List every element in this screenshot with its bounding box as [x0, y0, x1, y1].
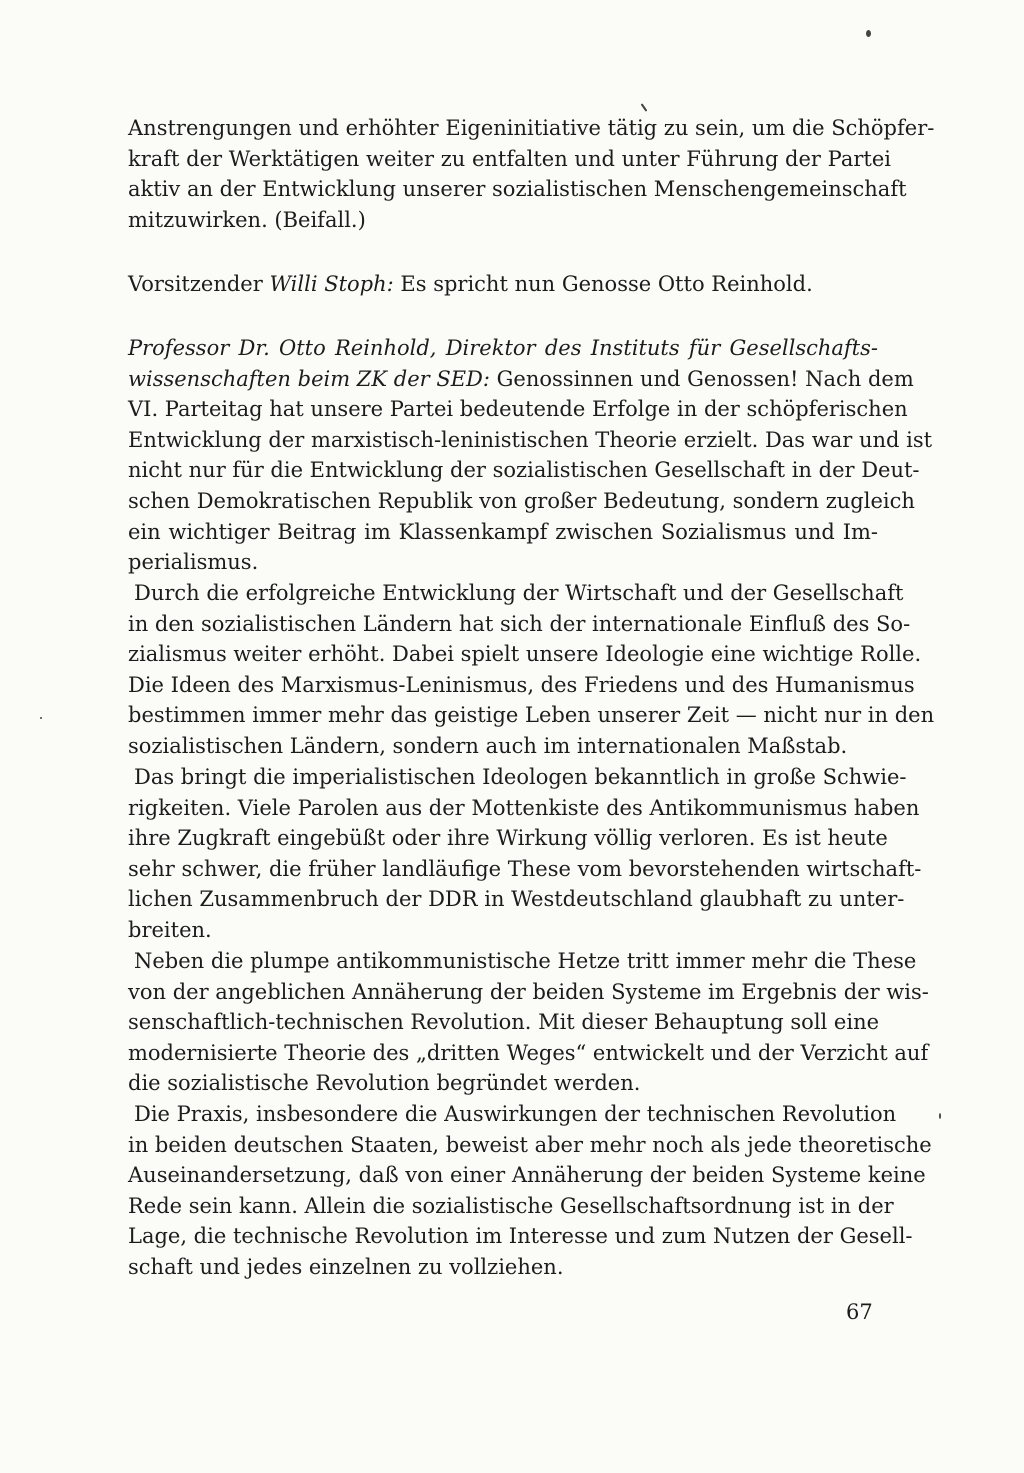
text-line: Neben die plumpe antikommunistische Hetze tritt immer mehr die These [134, 949, 917, 973]
text-line: Durch die erfolgreiche Entwicklung der Wirtschaft und der Gesellschaft [134, 581, 904, 605]
text-line: mitzuwirken. (Beifall.) [128, 207, 366, 232]
text-line [128, 333, 878, 364]
scan-speck [641, 103, 648, 112]
text-line: sozialistischen Ländern, sondern auch im internationalen Maßstab. [128, 733, 848, 758]
text-line: ihre Zugkraft eingebüßt oder ihre Wirkung völlig verloren. Es ist heute [128, 826, 888, 851]
speech-text: Genossinnen und Genossen! Nach dem [489, 366, 914, 391]
text-line: nicht nur für die Entwicklung der sozialistischen Gesellschaft in der Deut- [128, 458, 920, 483]
text-line: modernisierte Theorie des „dritten Weges“ entwickelt und der Verzicht auf [128, 1040, 929, 1065]
paragraph-3 [128, 333, 933, 578]
text-line: breiten. [128, 917, 212, 942]
text-line: kraft der Werktätigen weiter zu entfalten und unter Führung der Partei [128, 146, 891, 171]
text-line: bestimmen immer mehr das geistige Leben unserer Zeit — nicht nur in den [128, 703, 935, 728]
text-line: sehr schwer, die früher landläufige These vom bevorstehenden wirtschaft- [128, 856, 922, 881]
text-line: Die Praxis, insbesondere die Auswirkungen der technischen Revolution [134, 1102, 897, 1126]
text-line: von der angeblichen Annäherung der beiden Systeme im Ergebnis der wis- [128, 979, 929, 1004]
chair-prefix: Vorsitzender [128, 272, 270, 296]
paragraph-1 [128, 113, 935, 235]
paragraph-7 [128, 1099, 932, 1283]
text-line: Lage, die technische Revolution im Interesse und zum Nutzen der Gesell- [128, 1224, 913, 1249]
text-line: schaft und jedes einzelnen zu vollziehen. [128, 1254, 564, 1279]
text-line: Die Ideen des Marxismus-Leninismus, des Friedens und des Humanismus [128, 672, 915, 697]
text-line: Anstrengungen und erhöhter Eigeninitiative tätig zu sein, um die Schöpfer- [128, 116, 935, 140]
speaker-title: wissenschaften beim ZK der SED: [128, 366, 490, 391]
paragraph-4 [128, 578, 935, 762]
text-line: rigkeiten. Viele Parolen aus der Mottenkiste des Antikommunismus haben [128, 795, 920, 820]
text-line: Rede sein kann. Allein die sozialistische Gesellschaftsordnung ist in der [128, 1193, 894, 1218]
speaker-title: Professor Dr. Otto Reinhold, Direktor des Instituts für Gesellschafts- [128, 336, 878, 360]
text-line: lichen Zusammenbruch der DDR in Westdeutschland glaubhaft zu unter- [128, 887, 905, 912]
scan-speck [939, 1113, 941, 1119]
text-line: in beiden deutschen Staaten, beweist aber mehr noch als jede theoretische [128, 1132, 932, 1157]
paragraph-2 [128, 269, 878, 300]
paragraph-5 [128, 762, 922, 946]
scan-speck [40, 717, 42, 719]
text-line: die sozialistische Revolution begründet werden. [128, 1071, 641, 1096]
text-line: aktiv an der Entwicklung unserer sozialistischen Menschengemeinschaft [128, 177, 907, 202]
text-line: ein wichtiger Beitrag im Klassenkampf zwischen Sozialismus und Im- [128, 519, 878, 544]
scan-speck [866, 30, 871, 37]
text-line: perialismus. [128, 550, 259, 575]
speaker-name: Willi Stoph: [269, 272, 394, 296]
text-line: schen Demokratischen Republik von großer Bedeutung, sondern zugleich [128, 488, 915, 513]
text-line [128, 269, 878, 300]
text-line: Entwicklung der marxistisch-leninistischen Theorie erzielt. Das war und ist [128, 427, 933, 452]
text-line: Auseinandersetzung, daß von einer Annäherung der beiden Systeme keine [128, 1163, 926, 1188]
text-line: senschaftlich-technischen Revolution. Mit dieser Behauptung soll eine [128, 1010, 880, 1035]
text-line: in den sozialistischen Ländern hat sich der internationale Einfluß des So- [128, 611, 911, 636]
text-line: Das bringt die imperialistischen Ideologen bekanntlich in große Schwie- [134, 765, 907, 789]
paragraph-6 [128, 946, 929, 1099]
statement: Es spricht nun Genosse Otto Reinhold. [393, 272, 813, 296]
text-line: zialismus weiter erhöht. Dabei spielt unsere Ideologie eine wichtige Rolle. [128, 642, 922, 667]
text-line [128, 364, 914, 395]
text-line: VI. Parteitag hat unsere Partei bedeutende Erfolge in der schöpferischen [128, 397, 908, 422]
page-number: 67 [846, 1300, 873, 1324]
